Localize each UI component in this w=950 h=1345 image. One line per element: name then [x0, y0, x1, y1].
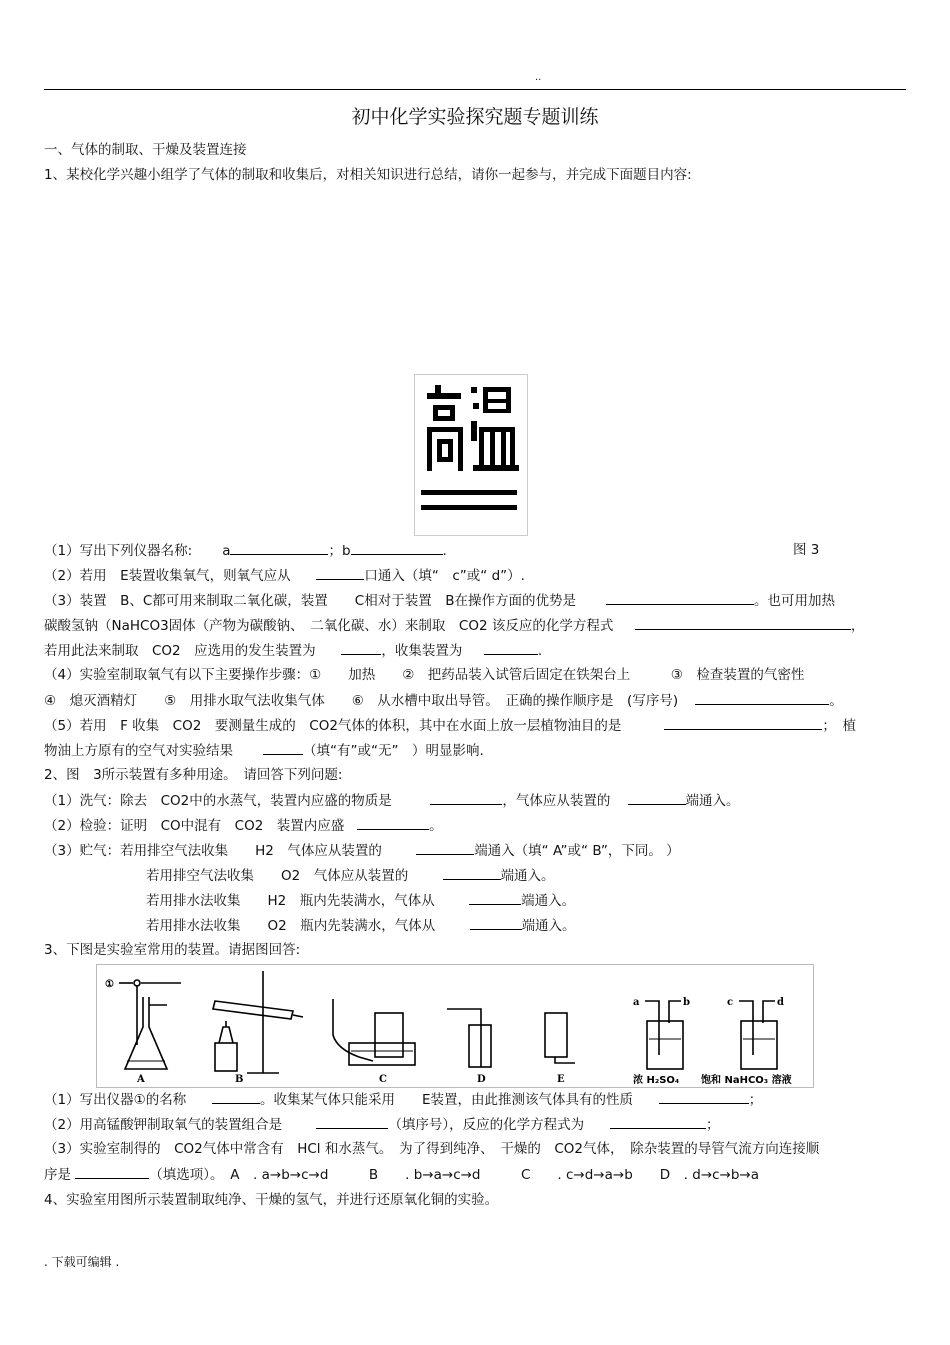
equal-bar-top [421, 490, 517, 495]
answer-blank[interactable] [341, 641, 381, 655]
header-dots: .. [535, 72, 542, 83]
q1-part4-line1: （4）实验室制取氧气有以下主要操作步骤：① 加热 ② 把药品装入试管后固定在铁架台上 ③ 检查装置的气密性 [44, 667, 805, 683]
answer-blank[interactable] [230, 541, 328, 555]
answer-blank[interactable] [357, 816, 429, 830]
q3-line4: 序是 （填选项）。 A . a→b→c→d B . b→a→c→d C . c→d→a→b D . d→c→b→a [44, 1167, 760, 1183]
answer-blank[interactable] [443, 866, 501, 880]
q1-part1: （1）写出下列仪器名称: a ；b . [44, 543, 447, 559]
answer-blank[interactable] [635, 616, 851, 630]
answer-blank[interactable] [416, 841, 474, 855]
label-A: A [137, 1074, 145, 1085]
q2-line5: 若用排水法收集 H2 瓶内先装满水，气体从 端通入。 [146, 893, 576, 909]
q3-intro: 3、下图是实验室常用的装置。请据图回答: [44, 942, 301, 958]
q1-intro: 1、某校化学兴趣小组学了气体的制取和收集后，对相关知识进行总结，请你一起参与，并完成下面题目内容: [44, 167, 692, 183]
q1-part3-line2: 碳酸氢钠（NaHCO3固体（产物为碳酸钠、 二氧化碳、水）来制取 CO2 该反应的化学方程式 ， [44, 618, 865, 634]
label-D: D [477, 1074, 486, 1085]
q3-line3: （3）实验室制得的 CO2气体中常含有 HCl 和水蒸气。 为了得到纯净、 干燥的 CO2气体， 除杂装置的导管气流方向连接顺 [44, 1141, 820, 1157]
q2-intro: 2、图 3所示装置有多种用途。 请回答下列问题: [44, 767, 343, 783]
section-heading: 一、气体的制取、干燥及装置连接 [44, 142, 247, 158]
equal-bar-bottom [421, 505, 517, 510]
q1-part5-line1: （5）若用 F 收集 CO2 要测量生成的 CO2气体的体积，其中在水面上放一层植物油目的是 ； 植 [44, 718, 857, 734]
figure-3-image [414, 374, 528, 536]
q1-part3-line3: 若用此法来制取 CO2 应选用的发生装置为 ，收集装置为 . [44, 643, 543, 659]
answer-blank[interactable] [75, 1165, 149, 1179]
label-a: a [633, 997, 640, 1008]
answer-blank[interactable] [610, 1115, 706, 1129]
q2-line6: 若用排水法收集 O2 瓶内先装满水，气体从 端通入。 [146, 918, 576, 934]
q2-line4: 若用排空气法收集 O2 气体应从装置的 端通入。 [146, 868, 555, 884]
q3-line1: （1）写出仪器①的名称 。收集某气体只能采用 E装置，由此推测该气体具有的性质 ； [44, 1092, 763, 1108]
page-title: 初中化学实验探究题专题训练 [351, 106, 599, 128]
apparatus-figure [96, 964, 814, 1088]
q2-line2: （2）检验：证明 CO中混有 CO2 装置内应盛 。 [44, 818, 443, 834]
answer-blank[interactable] [695, 691, 829, 705]
answer-blank[interactable] [606, 591, 754, 605]
footer-note: . 下载可编辑 . [44, 1255, 120, 1269]
answer-blank[interactable] [664, 716, 822, 730]
answer-blank[interactable] [263, 741, 303, 755]
label-B: B [235, 1074, 244, 1085]
figure-3-label: 图 3 [793, 542, 820, 558]
label-c: c [727, 997, 734, 1008]
label-acid: 浓 H₂SO₄ [633, 1075, 680, 1086]
high-temp-symbol-icon [415, 375, 527, 535]
header-rule [44, 89, 906, 90]
answer-blank[interactable] [469, 891, 521, 905]
q2-line3: （3）贮气：若用排空气法收集 H2 气体应从装置的 端通入（填“ A”或“ B”，下同。 ） [44, 843, 680, 859]
q2-line1: （1）洗气：除去 CO2中的水蒸气，装置内应盛的物质是 ，气体应从装置的 端通入。 [44, 793, 740, 809]
answer-blank[interactable] [212, 1090, 260, 1104]
label-b: b [683, 997, 690, 1008]
label-circle-1: ① [105, 979, 114, 990]
answer-blank[interactable] [316, 566, 364, 580]
label-bicarbonate: 饱和 NaHCO₃ 溶液 [701, 1075, 792, 1086]
label-C: C [379, 1074, 387, 1085]
answer-blank[interactable] [470, 916, 522, 930]
label-E: E [557, 1074, 565, 1085]
q1-part2: （2）若用 E装置收集氧气，则氧气应从 口通入（填“ c”或“ d”）. [44, 568, 525, 584]
q4-intro: 4、实验室用图所示装置制取纯净、干燥的氢气，并进行还原氧化铜的实验。 [44, 1192, 499, 1208]
label-d: d [777, 997, 784, 1008]
answer-blank[interactable] [316, 1115, 388, 1129]
lab-apparatus-icon [97, 965, 813, 1087]
answer-blank[interactable] [484, 641, 538, 655]
q1-part5-line2: 物油上方原有的空气对实验结果 （填“有”或“无” ）明显影响. [44, 743, 484, 759]
answer-blank[interactable] [430, 791, 502, 805]
q1-part4-line2: ④ 熄灭酒精灯 ⑤ 用排水取气法收集气体 ⑥ 从水槽中取出导管。 正确的操作顺序是 (写序号) 。 [44, 693, 843, 709]
answer-blank[interactable] [351, 541, 443, 555]
q1-part3-line1: （3）装置 B、C都可用来制取二氧化碳，装置 C相对于装置 B在操作方面的优势是 。也可用加热 [44, 593, 836, 609]
answer-blank[interactable] [628, 791, 686, 805]
q3-line2: （2）用高锰酸钾制取氧气的装置组合是 （填序号），反应的化学方程式为 ； [44, 1117, 720, 1133]
answer-blank[interactable] [659, 1090, 749, 1104]
